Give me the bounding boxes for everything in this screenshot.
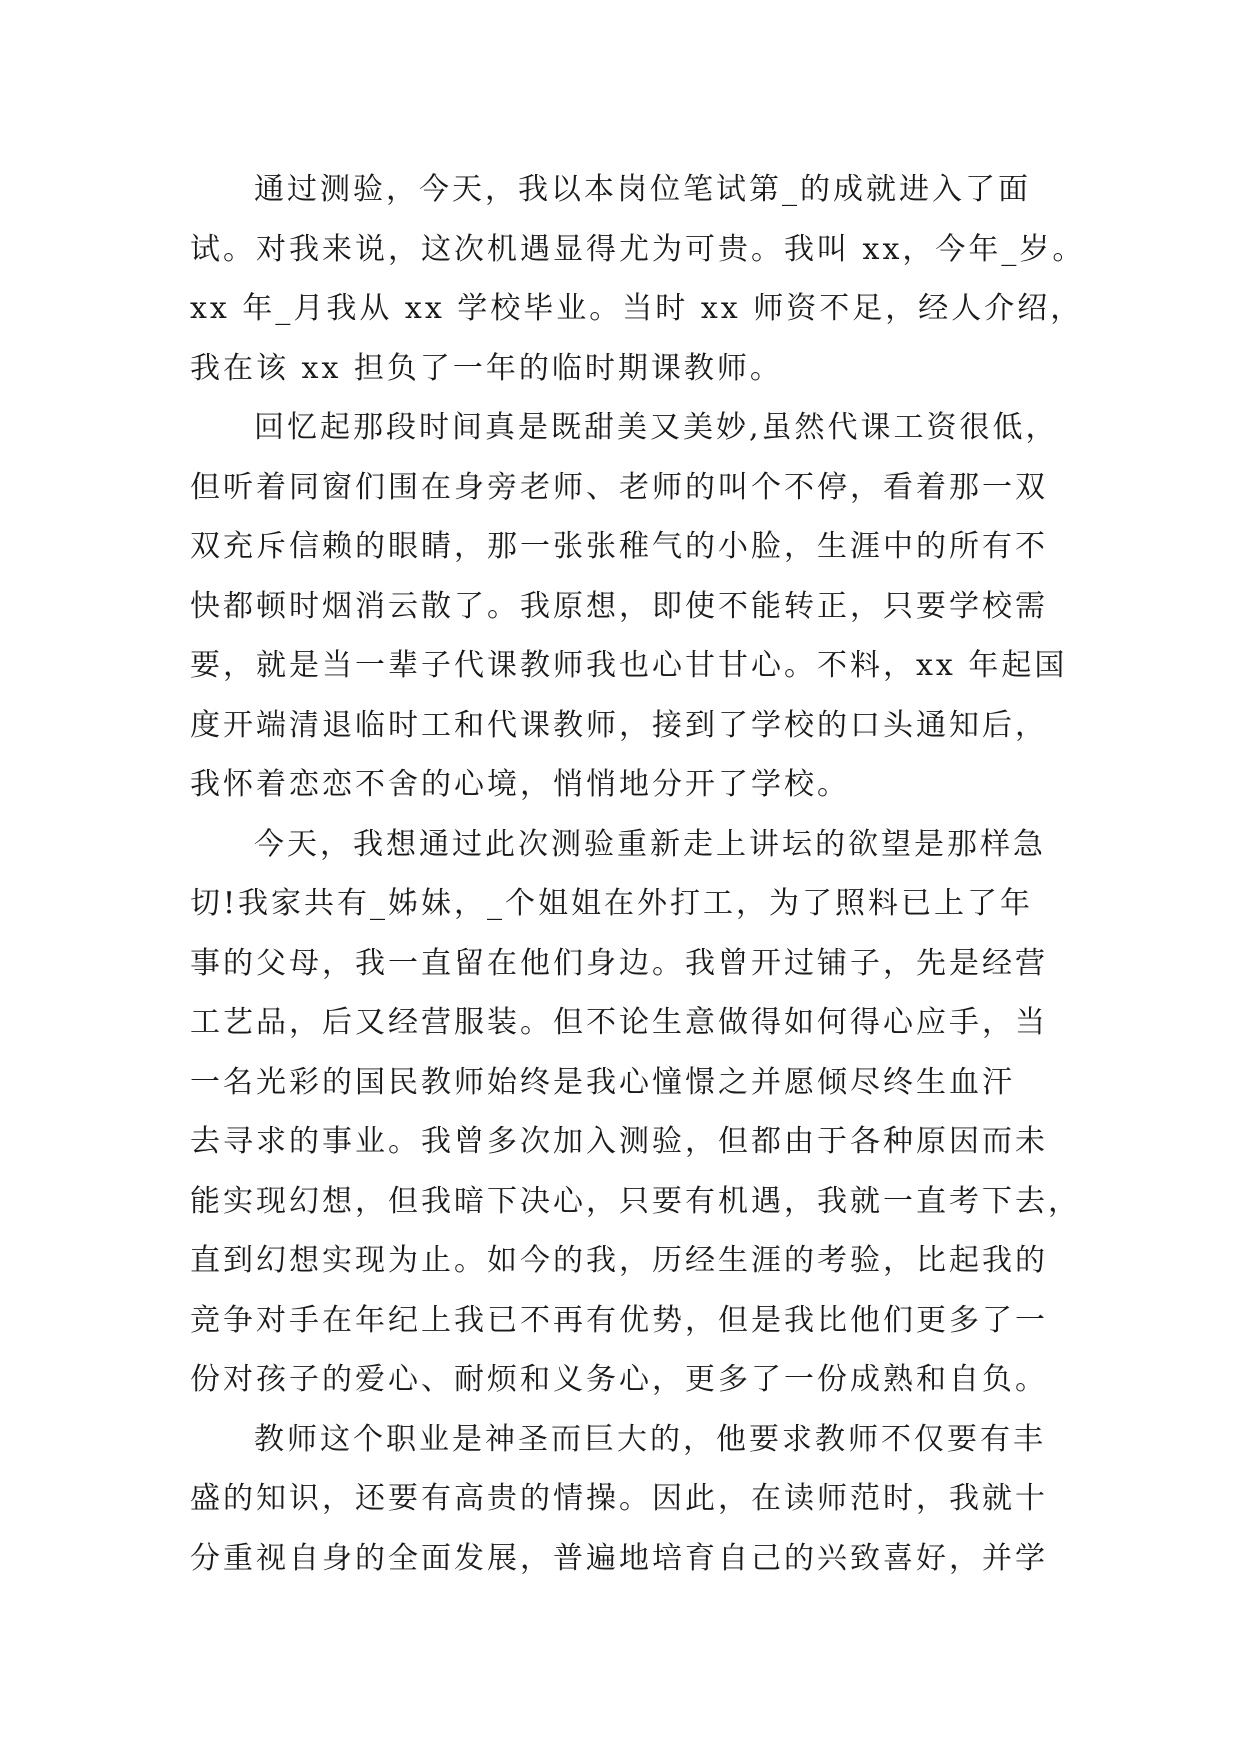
text-line: 一名光彩的国民教师始终是我心憧憬之并愿倾尽终生血汗: [190, 1064, 1015, 1100]
text-line: 去寻求的事业。我曾多次加入测验，但都由于各种原因而未: [190, 1124, 1048, 1159]
text-line: 要，就是当一辈子代课教师我也心甘甘心。不料，xx 年起国: [190, 648, 1068, 683]
text-line: 快都顿时烟消云散了。我原想，即使不能转正，只要学校需: [190, 588, 1048, 624]
text-line: 试。对我来说，这次机遇显得尤为可贵。我叫 xx，今年_岁。: [190, 231, 1086, 267]
text-line: 分重视自身的全面发展，普遍地培育自己的兴致喜好，并学: [190, 1540, 1048, 1576]
text-line: 直到幻想实现为止。如今的我，历经生涯的考验，比起我的: [190, 1243, 1048, 1278]
text-line: 通过测验，今天，我以本岗位笔试第_的成就进入了面: [254, 172, 1031, 207]
text-line: 回忆起那段时间真是既甜美又美妙,虽然代课工资很低，: [254, 410, 1059, 445]
text-line: 事的父母，我一直留在他们身边。我曾开过铺子，先是经营: [190, 945, 1048, 981]
text-line: 教师这个职业是神圣而巨大的，他要求教师不仅要有丰: [254, 1421, 1046, 1457]
document-body: [190, 160, 1086, 1588]
text-line: 切!我家共有_姊妹，_个姐姐在外打工，为了照料已上了年: [190, 886, 1034, 921]
text-line: 今天，我想通过此次测验重新走上讲坛的欲望是那样急: [254, 826, 1046, 862]
text-line: 工艺品，后又经营服装。但不论生意做得如何得心应手，当: [190, 1005, 1048, 1040]
text-line: 盛的知识，还要有高贵的情操。因此，在读师范时，我就十: [190, 1481, 1048, 1516]
text-line: 份对孩子的爱心、耐烦和义务心，更多了一份成熟和自负。: [190, 1362, 1048, 1397]
text-line: 双充斥信赖的眼睛，那一张张稚气的小脸，生涯中的所有不: [190, 529, 1048, 564]
text-line: 竞争对手在年纪上我已不再有优势，但是我比他们更多了一: [190, 1302, 1048, 1338]
text-line: 度开端清退临时工和代课教师，接到了学校的口头通知后，: [190, 707, 1048, 743]
text-line: 我在该 xx 担负了一年的临时期课教师。: [190, 350, 783, 386]
text-line: 我怀着恋恋不舍的心境，悄悄地分开了学校。: [190, 767, 850, 802]
text-line: 但听着同窗们围在身旁老师、老师的叫个不停，看着那一双: [190, 469, 1048, 505]
text-line: xx 年_月我从 xx 学校毕业。当时 xx 师资不足，经人介绍，: [190, 291, 1084, 326]
text-line: 能实现幻想，但我暗下决心，只要有机遇，我就一直考下去，: [190, 1183, 1081, 1219]
